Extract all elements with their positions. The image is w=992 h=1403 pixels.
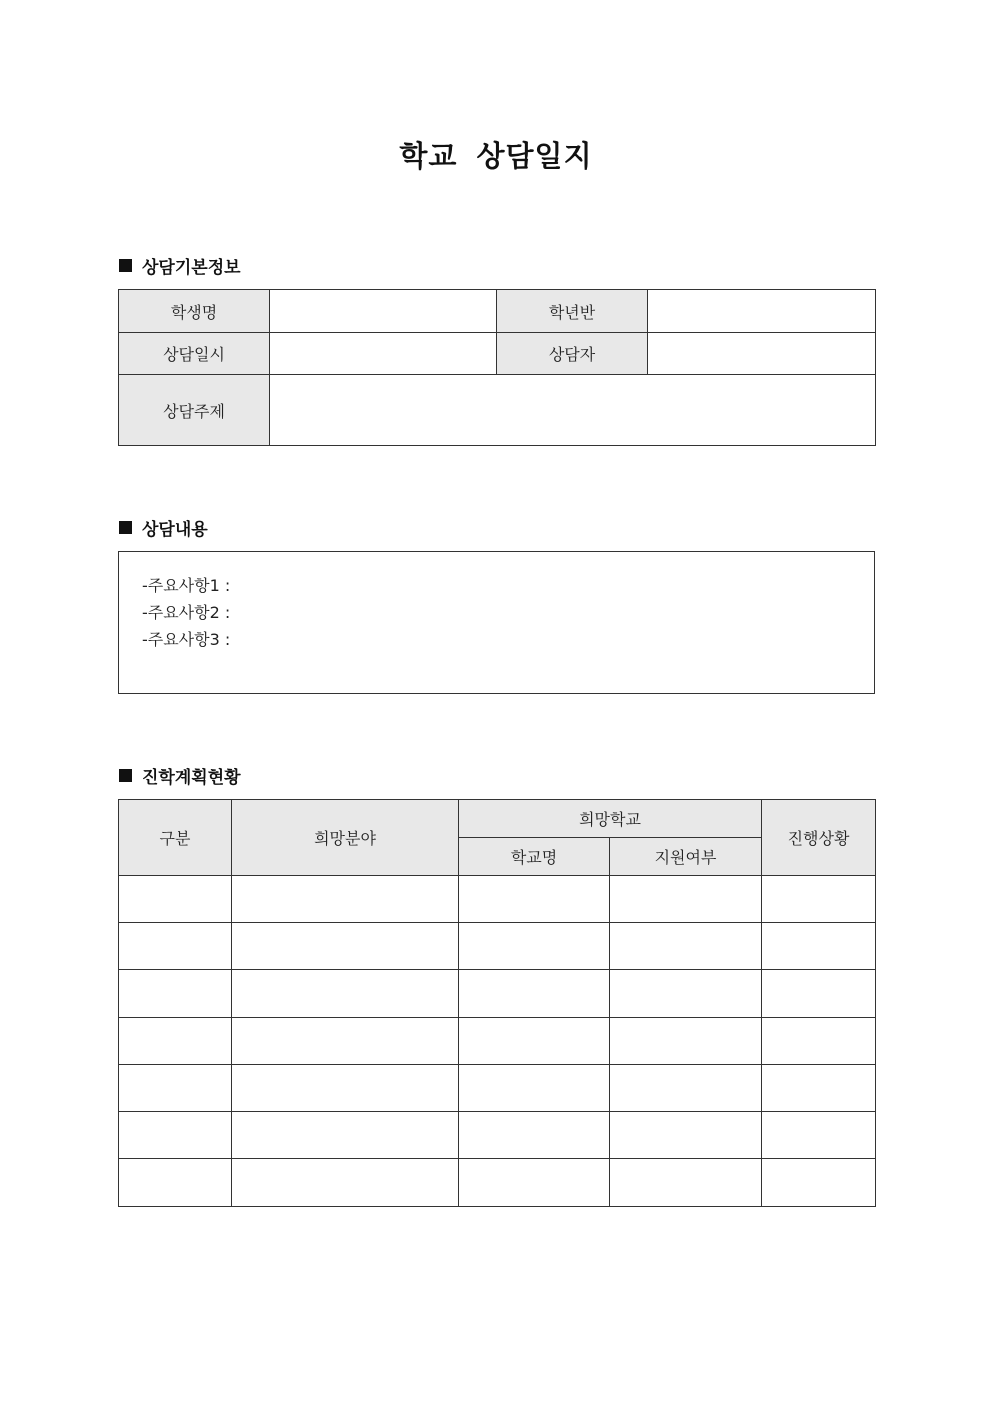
content-item: -주요사항1 :	[142, 576, 231, 595]
table-cell[interactable]	[232, 876, 459, 923]
table-cell[interactable]	[232, 1159, 459, 1207]
status-header: 진행상황	[762, 800, 876, 876]
table-cell[interactable]	[232, 923, 459, 970]
square-bullet-icon	[119, 521, 132, 534]
table-row	[119, 876, 876, 923]
table-cell[interactable]	[459, 970, 610, 1018]
table-cell[interactable]	[232, 1065, 459, 1112]
content-heading	[119, 515, 208, 540]
table-cell[interactable]	[459, 1018, 610, 1065]
basic-info-table	[118, 289, 876, 446]
table-cell[interactable]	[762, 1018, 876, 1065]
table-cell[interactable]	[762, 1112, 876, 1159]
topic-label: 상담주제	[119, 375, 270, 446]
table-cell[interactable]	[762, 923, 876, 970]
table-cell[interactable]	[119, 876, 232, 923]
table-row	[119, 923, 876, 970]
table-cell[interactable]	[232, 1018, 459, 1065]
square-bullet-icon	[119, 259, 132, 272]
basic-info-heading-text: 상담기본정보	[142, 258, 241, 278]
content-heading-text: 상담내용	[142, 520, 208, 540]
table-cell[interactable]	[459, 1112, 610, 1159]
field-header: 희망분야	[232, 800, 459, 876]
square-bullet-icon	[119, 769, 132, 782]
table-cell[interactable]	[119, 1159, 232, 1207]
plan-heading-text: 진학계획현황	[142, 768, 241, 788]
table-cell[interactable]	[459, 923, 610, 970]
student-name-label: 학생명	[119, 290, 270, 333]
table-cell[interactable]	[610, 1159, 762, 1207]
table-cell[interactable]	[610, 1112, 762, 1159]
date-time-label: 상담일시	[119, 333, 270, 375]
table-row	[119, 1159, 876, 1207]
table-cell[interactable]	[459, 876, 610, 923]
table-cell[interactable]	[610, 923, 762, 970]
counselor-label: 상담자	[497, 333, 648, 375]
table-cell[interactable]	[762, 876, 876, 923]
table-cell[interactable]	[119, 1018, 232, 1065]
table-cell[interactable]	[232, 1112, 459, 1159]
applied-header: 지원여부	[610, 838, 762, 876]
table-row	[119, 1065, 876, 1112]
table-row	[119, 1018, 876, 1065]
page-title: 학교 상담일지	[399, 139, 593, 173]
grade-class-label: 학년반	[497, 290, 648, 333]
content-item: -주요사항2 :	[142, 603, 231, 622]
topic-field[interactable]	[270, 375, 876, 446]
plan-heading	[119, 763, 241, 788]
desired-school-header: 희망학교	[459, 800, 762, 838]
table-cell[interactable]	[610, 970, 762, 1018]
table-row	[119, 970, 876, 1018]
table-cell[interactable]	[762, 1065, 876, 1112]
table-cell[interactable]	[119, 970, 232, 1018]
table-cell[interactable]	[762, 970, 876, 1018]
content-item: -주요사항3 :	[142, 630, 231, 649]
table-cell[interactable]	[119, 1112, 232, 1159]
table-row	[119, 1112, 876, 1159]
table-cell[interactable]	[610, 876, 762, 923]
table-cell[interactable]	[119, 923, 232, 970]
table-cell[interactable]	[610, 1018, 762, 1065]
content-box[interactable]	[118, 551, 875, 694]
date-time-field[interactable]	[270, 333, 497, 375]
basic-info-heading	[119, 253, 241, 278]
table-cell[interactable]	[610, 1065, 762, 1112]
school-name-header: 학교명	[459, 838, 610, 876]
table-cell[interactable]	[232, 970, 459, 1018]
student-name-field[interactable]	[270, 290, 497, 333]
table-cell[interactable]	[459, 1065, 610, 1112]
grade-class-field[interactable]	[648, 290, 876, 333]
plan-table	[118, 799, 876, 1207]
table-cell[interactable]	[762, 1159, 876, 1207]
counselor-field[interactable]	[648, 333, 876, 375]
category-header: 구분	[119, 800, 232, 876]
table-cell[interactable]	[459, 1159, 610, 1207]
table-cell[interactable]	[119, 1065, 232, 1112]
